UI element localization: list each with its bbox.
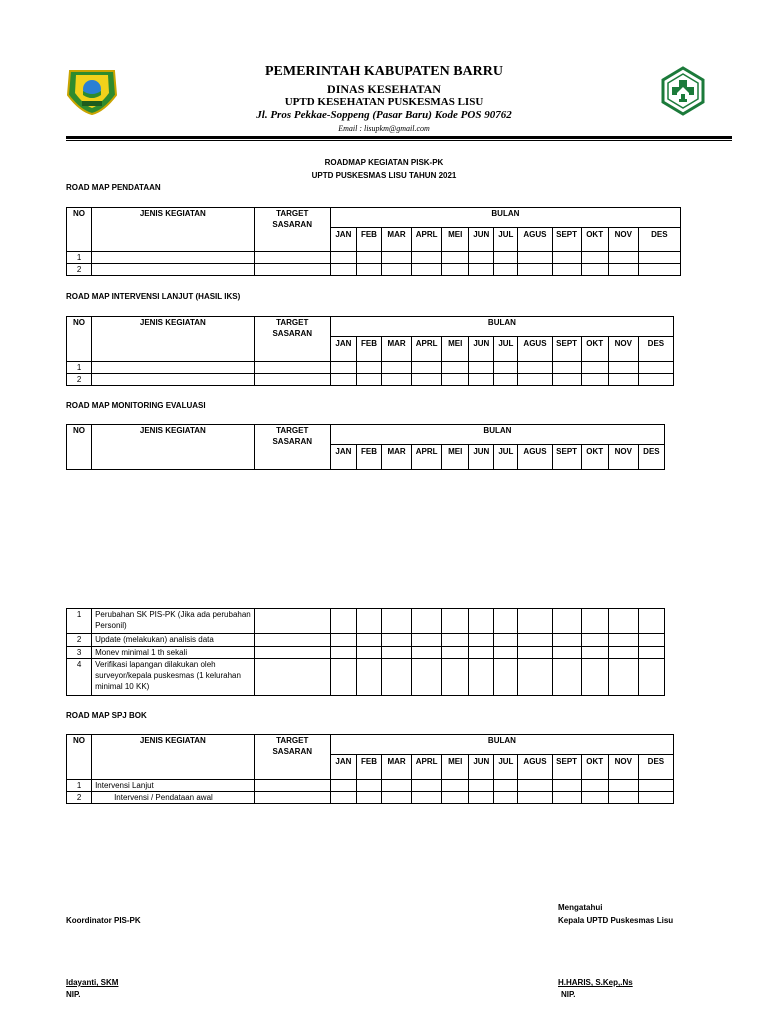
row-kegiatan: Verifikasi lapangan dilakukan oleh surveyor/kepala puskesmas (1 kelurahan minimal 10 KK) [92, 659, 255, 696]
month-header: MEI [442, 337, 469, 362]
month-header: MAR [382, 445, 412, 470]
roadmap-table-spj-bok [66, 734, 674, 804]
month-header: SEPT [552, 228, 581, 252]
month-header: NOV [608, 755, 638, 780]
header-no: NO [67, 735, 92, 780]
month-header: JAN [330, 445, 356, 470]
month-header: OKT [581, 337, 608, 362]
header-bulan: BULAN [330, 208, 680, 228]
letterhead-thin-rule [66, 140, 732, 141]
month-header: JAN [330, 755, 356, 780]
month-header: NOV [608, 337, 638, 362]
month-header: SEPT [552, 337, 581, 362]
month-header: SEPT [552, 755, 581, 780]
month-header: DES [638, 755, 673, 780]
month-header: JUN [469, 228, 494, 252]
table-row [67, 634, 665, 647]
month-header: FEB [356, 228, 381, 252]
month-header: MAR [381, 228, 411, 252]
roadmap-table-intervensi [66, 316, 674, 386]
signature-right-role: Kepala UPTD Puskesmas Lisu [558, 916, 674, 925]
letterhead-unit: UPTD KESEHATAN PUSKESMAS LISU [284, 96, 484, 108]
header-bulan: BULAN [330, 735, 673, 755]
header-bulan: BULAN [330, 425, 664, 445]
month-header: FEB [356, 755, 381, 780]
row-number: 1 [67, 252, 92, 264]
header-jenis-kegiatan: JENIS KEGIATAN [92, 208, 255, 252]
month-header: OKT [581, 228, 608, 252]
month-header: FEB [356, 337, 381, 362]
signature-left-role: Koordinator PIS-PK [66, 916, 141, 925]
signature-right-name: H.HARIS, S.Kep,.Ns [558, 978, 633, 987]
month-header: SEPT [552, 445, 581, 470]
row-number: 2 [67, 792, 92, 804]
row-number: 1 [67, 362, 92, 374]
table-row [67, 780, 674, 792]
signature-left-nip: NIP. [66, 990, 81, 999]
signature-mengetahui: Mengatahui [558, 903, 603, 912]
row-kegiatan [92, 374, 255, 386]
header-no: NO [67, 317, 92, 362]
table-row [67, 264, 681, 276]
month-header: JAN [330, 228, 356, 252]
header-jenis-kegiatan: JENIS KEGIATAN [92, 735, 255, 780]
row-kegiatan: Intervensi / Pendataan awal [92, 792, 255, 804]
row-kegiatan: Update (melakukan) analisis data [92, 634, 255, 647]
month-header: AGUS [518, 445, 552, 470]
table-row [67, 792, 674, 804]
header-bulan: BULAN [330, 317, 673, 337]
month-header: DES [638, 228, 680, 252]
row-number: 2 [67, 264, 92, 276]
section-title-pendataan: ROAD MAP PENDATAAN [66, 183, 161, 192]
month-header: MEI [442, 445, 469, 470]
month-header: AGUS [518, 755, 552, 780]
table-row [67, 362, 674, 374]
row-kegiatan [92, 252, 255, 264]
table-row [67, 609, 665, 634]
letterhead-address: Jl. Pros Pekkae-Soppeng (Pasar Baru) Kode POS 90762 [256, 109, 512, 121]
section-title-monitoring: ROAD MAP MONITORING EVALUASI [66, 401, 206, 410]
month-header: APRL [412, 445, 442, 470]
header-target-sasaran: TARGET SASARAN [254, 208, 330, 252]
month-header: JUN [469, 445, 494, 470]
month-header: APRL [412, 337, 442, 362]
month-header: MAR [382, 337, 412, 362]
table-row [67, 647, 665, 659]
row-number: 2 [67, 634, 92, 647]
month-header: MAR [382, 755, 412, 780]
document-title: ROADMAP KEGIATAN PISK-PK [324, 158, 444, 167]
roadmap-table-monitoring-body [66, 608, 665, 696]
month-header: AGUS [518, 228, 552, 252]
month-header: DES [638, 445, 664, 470]
section-title-spj-bok: ROAD MAP SPJ BOK [66, 711, 147, 720]
row-number: 1 [67, 609, 92, 634]
row-number: 3 [67, 647, 92, 659]
signature-right-nip: NIP. [561, 990, 576, 999]
roadmap-table-monitoring-header [66, 424, 665, 470]
header-jenis-kegiatan: JENIS KEGIATAN [92, 425, 255, 470]
header-target-sasaran: TARGET SASARAN [254, 735, 330, 780]
letterhead-email: Email : lisupkm@gmail.com [338, 124, 430, 133]
month-header: JUL [494, 228, 518, 252]
month-header: JUL [494, 755, 518, 780]
month-header: JUL [494, 445, 518, 470]
month-header: NOV [608, 445, 638, 470]
month-header: JAN [330, 337, 356, 362]
document-subtitle: UPTD PUSKESMAS LISU TAHUN 2021 [311, 171, 457, 180]
row-kegiatan: Intervensi Lanjut [92, 780, 255, 792]
month-header: MEI [442, 228, 469, 252]
month-header: JUN [469, 337, 494, 362]
row-number: 2 [67, 374, 92, 386]
row-number: 4 [67, 659, 92, 696]
row-kegiatan: Monev minimal 1 th sekali [92, 647, 255, 659]
roadmap-table-pendataan [66, 207, 681, 276]
table-row [67, 659, 665, 696]
letterhead-agency: DINAS KESEHATAN [327, 82, 441, 96]
month-header: FEB [356, 445, 381, 470]
month-header: APRL [412, 228, 442, 252]
month-header: NOV [608, 228, 638, 252]
row-number: 1 [67, 780, 92, 792]
header-no: NO [67, 425, 92, 470]
header-jenis-kegiatan: JENIS KEGIATAN [92, 317, 255, 362]
month-header: APRL [412, 755, 442, 780]
row-kegiatan [92, 362, 255, 374]
signature-left-name: Idayanti, SKM [66, 978, 119, 987]
month-header: AGUS [518, 337, 552, 362]
section-title-intervensi: ROAD MAP INTERVENSI LANJUT (HASIL IKS) [66, 292, 241, 301]
table-row [67, 374, 674, 386]
header-no: NO [67, 208, 92, 252]
month-header: DES [638, 337, 673, 362]
month-header: JUL [494, 337, 518, 362]
letterhead-government: PEMERINTAH KABUPATEN BARRU [264, 64, 503, 79]
month-header: OKT [581, 445, 608, 470]
month-header: JUN [469, 755, 494, 780]
header-target-sasaran: TARGET SASARAN [254, 317, 330, 362]
month-header: OKT [581, 755, 608, 780]
letterhead-thick-rule [66, 136, 732, 139]
row-kegiatan [92, 264, 255, 276]
row-kegiatan: Perubahan SK PIS-PK (Jika ada perubahan Personil) [92, 609, 255, 634]
header-target-sasaran: TARGET SASARAN [254, 425, 330, 470]
month-header: MEI [442, 755, 469, 780]
table-row [67, 252, 681, 264]
